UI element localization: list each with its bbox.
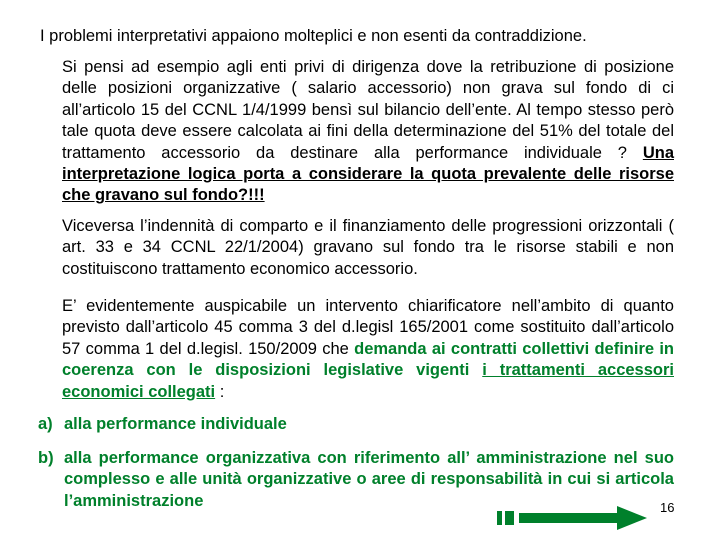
list-item-a [38,414,674,435]
paragraph-3 [62,296,674,403]
list-item-b [38,448,674,512]
paragraph-3-green: demanda ai contratti collettivi definire in coerenza con le disposizioni legislative vigenti [62,339,675,380]
next-slide-button[interactable] [497,506,647,535]
slide-heading: I problemi interpretativi appaiono molteplici e non esenti da contraddizione. [40,27,587,45]
paragraph-3-text: E’ evidentemente auspicabile un intervento chiarificatore nell’ambito di quanto previsto dall’articolo 45 comma 3 del d.legisl 165/2001 come sostituito dall’articolo 57 comma 1 del d.legisl. 150/2009 che [62,297,674,358]
list-marker-b: b) [38,449,54,467]
page-number: 16 [660,500,675,515]
list-text-b: alla performance organizzativa con riferimento all’ amministrazione nel suo complesso e alle unità organizzative o aree di responsabilità in cui si articola l’amministrazione [64,449,674,510]
list-text-a: alla performance individuale [64,415,287,433]
green-arrow-right-icon [497,506,647,530]
paragraph-3-tail: : [215,382,225,401]
paragraph-2: Viceversa l’indennità di comparto e il finanziamento delle progressioni orizzontali ( art. 33 e 34 CCNL 22/1/2004) gravano sul fondo tra le risorse stabili e non costituiscono trattamento economico accessorio. [62,217,674,278]
paragraph-1 [62,57,674,207]
paragraph-1-emphasis: Una interpretazione logica porta a considerare la quota prevalente delle risorse che gravano sul fondo?!!! [62,143,674,205]
list-marker-a: a) [38,415,53,433]
paragraph-1-text: Si pensi ad esempio agli enti privi di dirigenza dove la retribuzione di posizione delle posizioni organizzative ( salario accessorio) non grava sul fondo di ci all’articolo 15 del CCNL 1/4/1999 bensì sul bilancio dell’ente. Al tempo stesso però tale quota deve essere calcolata ai fini della determinazione del 51% del totale del trattamento accessorio da destinare alla performance individuale ? [62,58,674,162]
paragraph-3-green-underlined: i trattamenti accessori economici collegati [62,361,674,401]
